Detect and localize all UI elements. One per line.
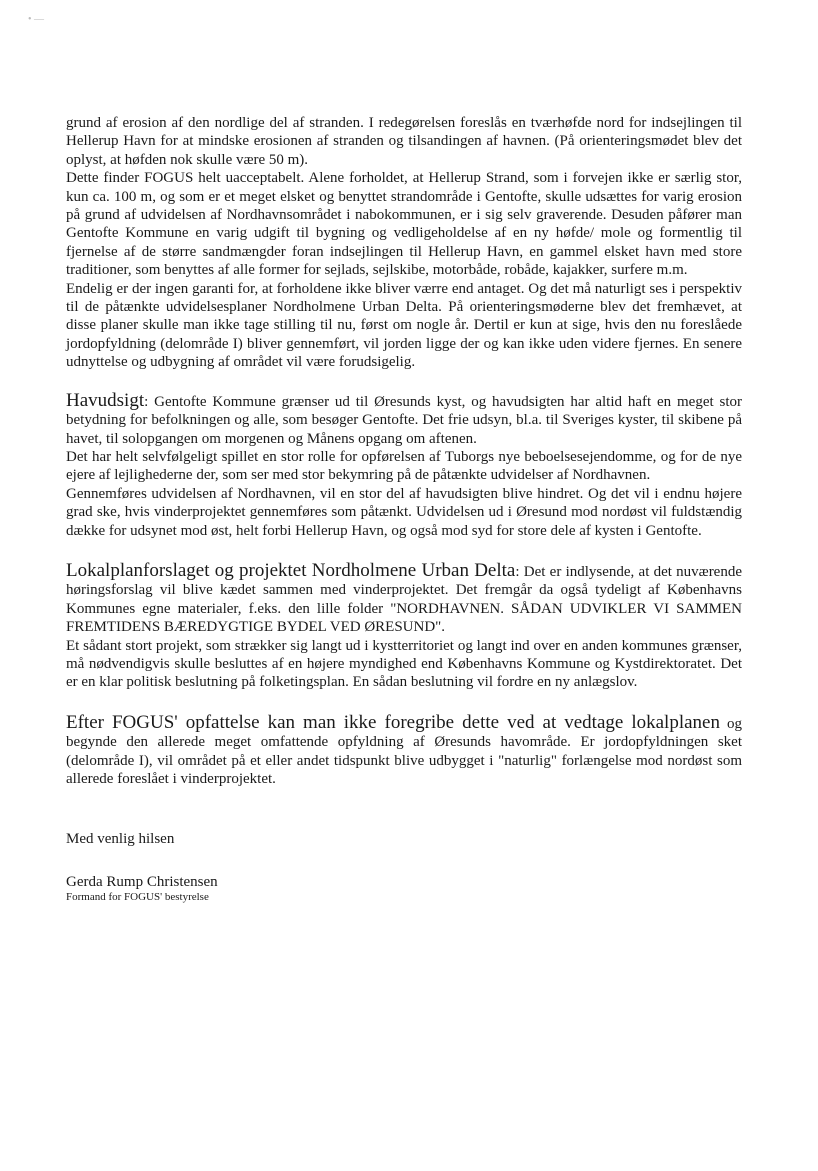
havudsigt-paragraph-1: : Gentofte Kommune grænser ud til Øresunds kyst, og havudsigten har altid haft en meget stor betydning for befolkningen og alle, som besøger Gentofte. Det frie udsyn, bl.a. til Sveriges kyster, til skibene på havet, til solopgangen om morgenen og Månens opgang om aftenen. [66,393,742,447]
signer-title: Formand for FOGUS' bestyrelse [66,891,209,904]
intro-paragraph-1: grund af erosion af den nordlige del af stranden. I redegørelsen foreslås en tværhøfde nord for indsejlingen til Hellerup Havn for at mindske erosionen af stranden og tilsandingen af havnen. (På orienteringsmødet blev det oplyst, at høfden nok skulle være 50 m). [66,115,742,168]
havudsigt-heading: Havudsigt [66,389,145,411]
havudsigt-paragraph-2: Det har helt selvfølgeligt spillet en stor rolle for opførelsen af Tuborgs nye beboelsesejendomme, og for de nye ejere af lejlighederne der, som ser med stor bekymring på de påtænkte udvidelser af Nordhavnen. [66,448,742,484]
lokalplan-heading: Lokalplanforslaget og projektet Nordholmene Urban Delta [66,559,516,581]
intro-paragraph-3: Endelig er der ingen garanti for, at forholdene ikke bliver værre end antaget. Og det må naturligt ses i perspektiv til de påtænkte udvidelsesplaner Nordholmene Urban Delta. På orienteringsmøderne blev det fremhævet, at disse planer skulle man ikke tage stilling til nu, først om nogle år. Dertil er kun at sige, hvis den nu foreslåede jordopfyldning (delområde I) bliver gennemført, vil jorden ligge der og kan ikke uden videre fjernes. En senere udnyttelse og udbygning af området vil være forudsigelig. [66,280,742,371]
conclusion-paragraph: og begynde den allerede meget omfattende opfyldning af Øresunds havområde. Er jordopfyldningen sket (delområde I), vil området på et eller andet tidspunkt blive udbygget i "naturlig" forlængelse mod nordøst som allerede foreslået i vinderprojektet. [66,715,742,787]
signer-name: Gerda Rump Christensen [66,873,218,890]
letter-page [66,114,742,904]
havudsigt-section [66,389,742,448]
closing-greeting: Med venlig hilsen [66,831,175,848]
intro-paragraph-2: Dette finder FOGUS helt uacceptabelt. Alene forholdet, at Hellerup Strand, som i forvejen ikke er særlig stor, kun ca. 100 m, og som er et meget elsket og benyttet strandområde i Gentofte, skulle udsættes for varig erosion på grund af udvidelsen af Nordhavnsområdet i nabokommunen, er i sig selv graverende. Desuden påfører man Gentofte Kommune en varig udgift til bygning og vedligeholdelse af en ny høfde/ mole og formentlig til fjernelse af de større sandmængder foran indsejlingen til Hellerup Havn, en gammel elsket havn med store traditioner, som benyttes af alle former for sejlads, sejlskibe, motorbåde, robåde, kajakker, surfere m.m. [66,170,742,279]
havudsigt-paragraph-3: Gennemføres udvidelsen af Nordhavnen, vil en stor del af havudsigten blive hindret. Og det vil i endnu højere grad ske, hvis vinderprojektet gennemføres som påtænkt. Udvidelsen ud i Øresund mod nordøst vil fuldstændig dække for udsynet mod øst, helt forbi Hellerup Havn, og også mod syd for store dele af kysten i Gentofte. [66,485,742,539]
lokalplan-paragraph-1: : Det er indlysende, at det nuværende høringsforslag vil blive kædet sammen med vinderprojektet. Det fremgår da også tydeligt af Københavns Kommunes egne materialer, f.eks. den lille folder "NORDHAVNEN. SÅDAN UDVIKLER VI SAMMEN FREMTIDENS BÆREDYGTIGE BYDEL VED ØRESUND". [66,563,742,636]
scan-speck: • — [28,14,45,25]
lokalplan-paragraph-2: Et sådant stort projekt, som strækker sig langt ud i kystterritoriet og langt ind over en anden kommunes grænser, må nødvendigvis skulle besluttes af en højere myndighed end Københavns Kommune og Kystdirektoratet. Det er en klar politisk beslutning på folketingsplan. En sådan beslutning vil fordre en ny anlægslov. [66,637,742,691]
conclusion-section [66,711,742,789]
conclusion-heading: Efter FOGUS' opfattelse kan man ikke foregribe dette ved at vedtage lokalplanen [66,711,720,733]
lokalplan-section [66,559,742,637]
